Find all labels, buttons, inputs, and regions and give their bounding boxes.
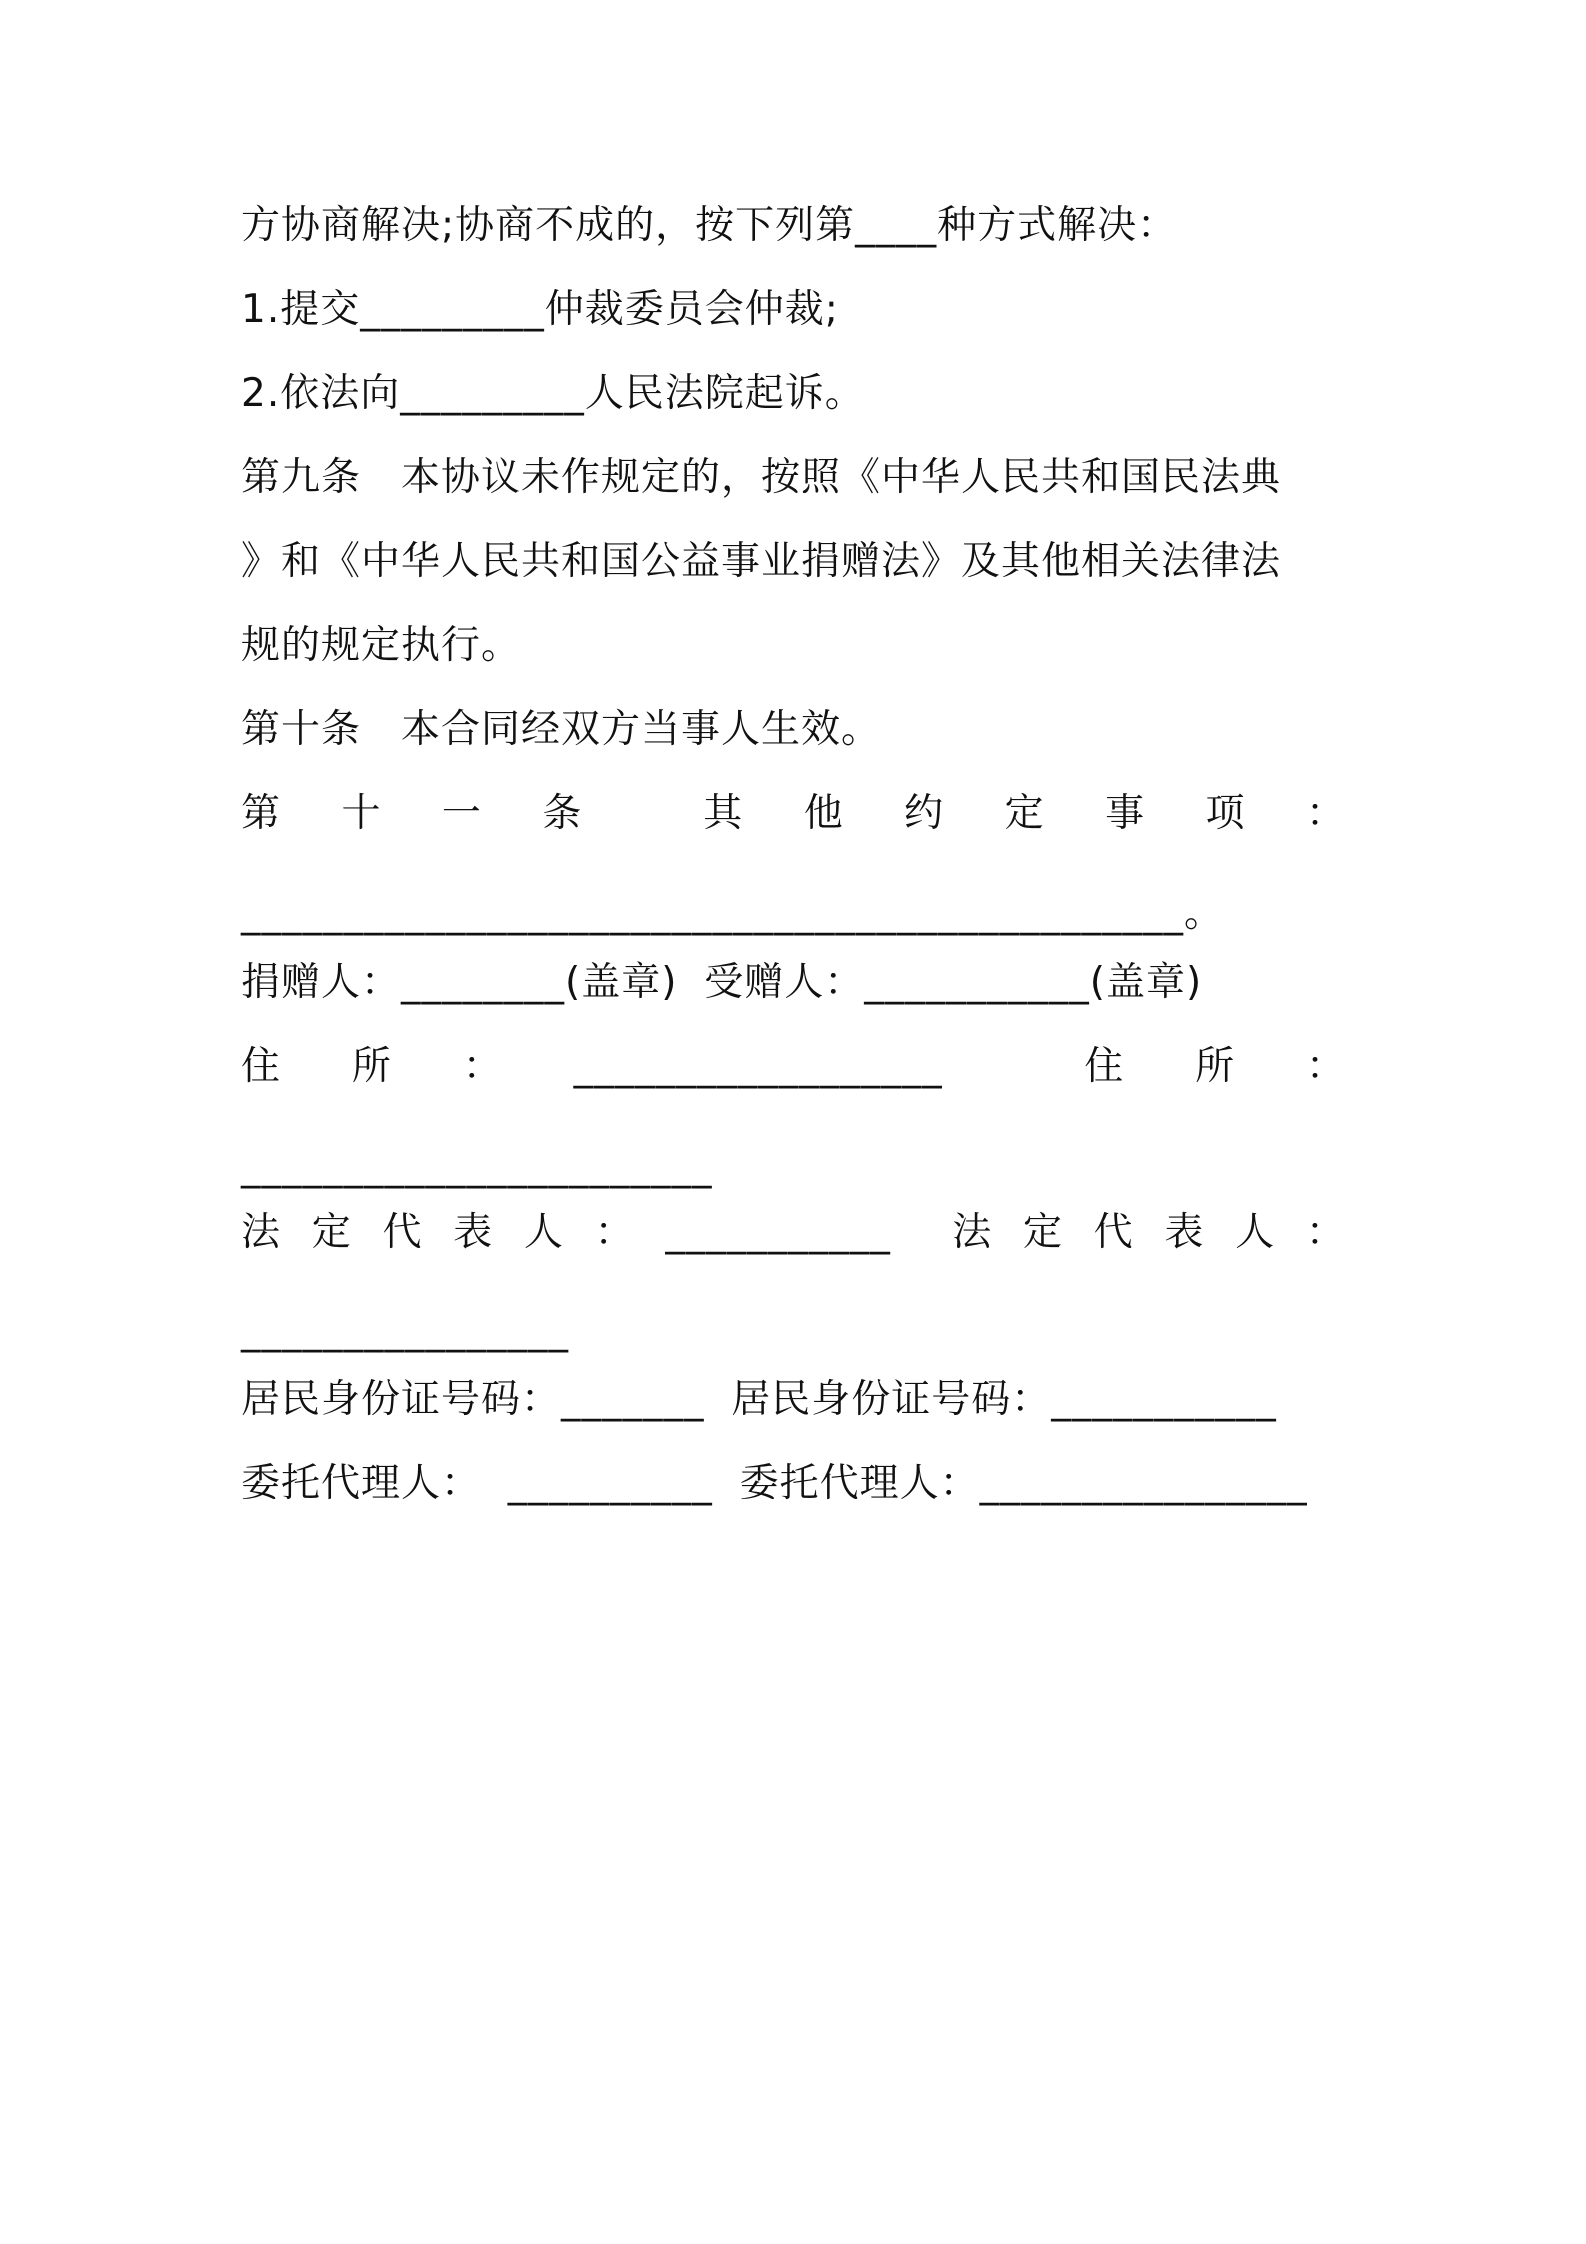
char: 约 <box>904 791 945 836</box>
text-line-court-option: 2.依法向_________人民法院起诉。 <box>241 371 865 416</box>
char: 十 <box>341 791 382 836</box>
char: ： <box>462 1044 503 1089</box>
char: 定 <box>311 1210 352 1255</box>
char: 代 <box>382 1210 423 1255</box>
char: 法 <box>241 1210 282 1255</box>
char: 定 <box>1004 791 1045 836</box>
text-line-article-9-end: 规的规定执行。 <box>241 623 522 668</box>
char: ： <box>1305 791 1346 836</box>
char: 表 <box>453 1210 494 1255</box>
char: 人 <box>523 1210 564 1255</box>
text-line-donor-recipient: 捐赠人：________(盖章) 受赠人：___________(盖章) <box>241 960 1203 1005</box>
char: 所 <box>351 1044 392 1089</box>
char: 表 <box>1164 1210 1205 1255</box>
char: 法 <box>952 1210 993 1255</box>
char: 第 <box>241 791 282 836</box>
char: 代 <box>1093 1210 1134 1255</box>
char: 他 <box>803 791 844 836</box>
char: 条 <box>542 791 583 836</box>
text-line-agent: 委托代理人： __________ 委托代理人：________________ <box>241 1461 1308 1506</box>
text-line-other-terms-blank: ______________________________________________。 <box>241 891 1224 936</box>
text-line-article-11 <box>241 786 1346 842</box>
char: 住 <box>1084 1044 1125 1089</box>
text-line-address-blank: _______________________ <box>241 1144 713 1189</box>
char: ： <box>1305 1044 1346 1089</box>
char: 住 <box>241 1044 282 1089</box>
char: 其 <box>703 791 744 836</box>
char: 事 <box>1105 791 1146 836</box>
char: 所 <box>1195 1044 1236 1089</box>
char: 人 <box>1235 1210 1276 1255</box>
text-line-dispute-resolution: 方协商解决;协商不成的，按下列第____种方式解决： <box>241 203 1178 248</box>
address-blank: __________________ <box>573 1044 943 1089</box>
char: 项 <box>1205 791 1246 836</box>
char: 一 <box>441 791 482 836</box>
text-line-id-number: 居民身份证号码：_______ 居民身份证号码：___________ <box>241 1377 1277 1422</box>
text-line-arbitration-option: 1.提交_________仲裁委员会仲裁; <box>241 287 839 332</box>
legal-rep-blank: ___________ <box>665 1210 891 1255</box>
text-line-article-9: 第九条 本协议未作规定的，按照《中华人民共和国民法典 <box>241 455 1282 500</box>
text-line-article-10: 第十条 本合同经双方当事人生效。 <box>241 707 882 752</box>
char: 定 <box>1022 1210 1063 1255</box>
text-line-legal-rep <box>241 1205 1346 1261</box>
char: ： <box>1305 1210 1346 1255</box>
text-line-legal-rep-blank: ________________ <box>241 1308 569 1353</box>
char: ： <box>594 1210 635 1255</box>
text-line-address <box>241 1039 1346 1095</box>
text-line-article-9-cont: 》和《中华人民共和国公益事业捐赠法》及其他相关法律法 <box>241 539 1282 584</box>
